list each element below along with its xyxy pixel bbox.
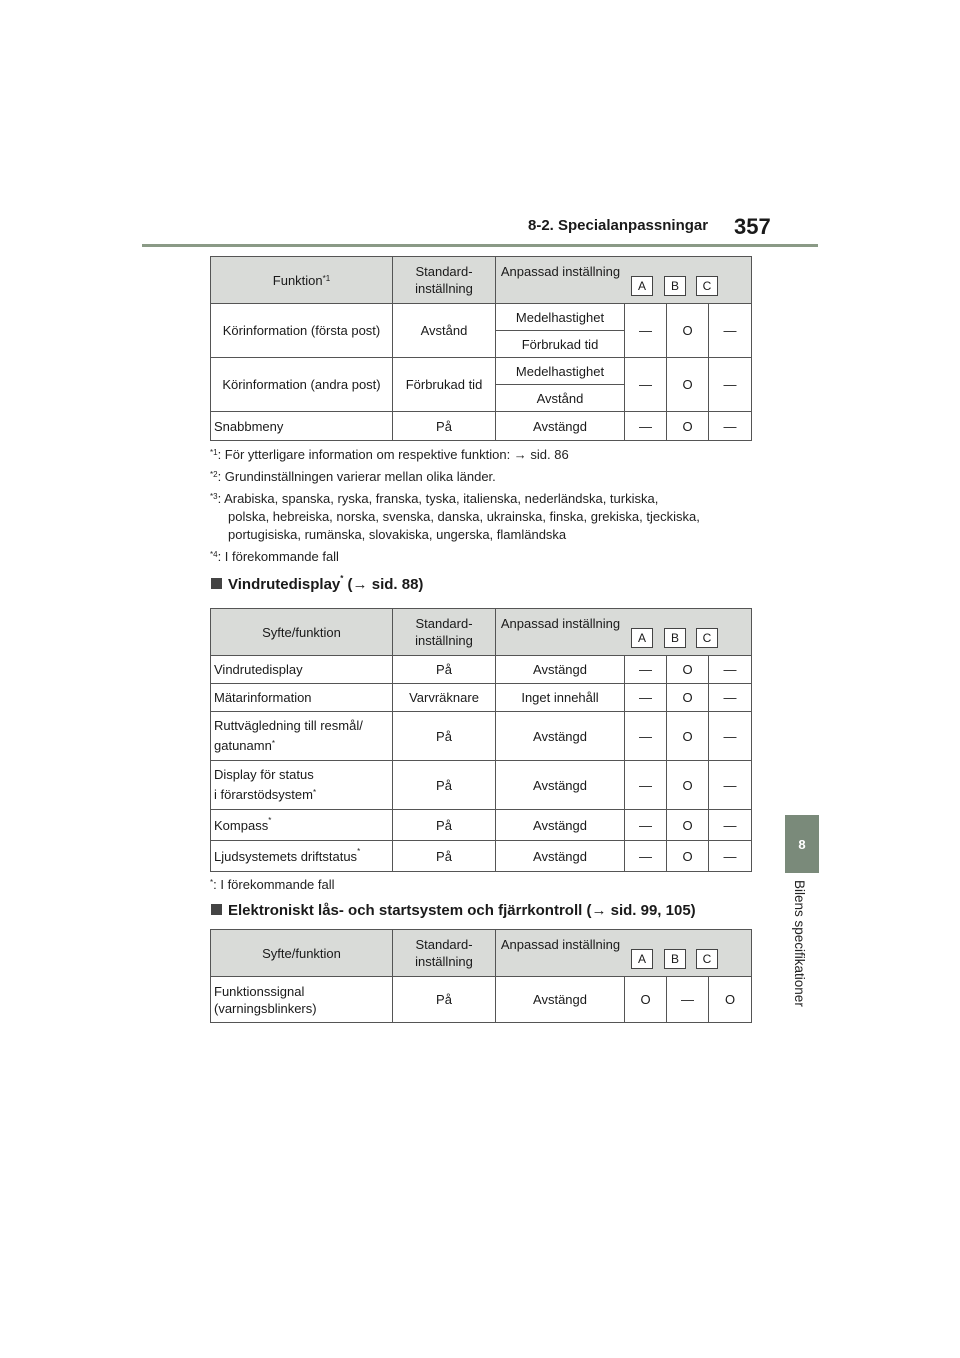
cell-c: —: [709, 712, 752, 761]
table-row: [211, 761, 752, 810]
cell-b: O: [667, 656, 709, 684]
cell-default: Förbrukad tid: [393, 358, 496, 412]
cell-custom: Medelhastighet: [496, 304, 625, 331]
header-box-b: B: [664, 628, 686, 648]
section-heading-smart-key: Elektroniskt lås- och startsystem och fjärrkontroll (→ sid. 99, 105): [211, 902, 696, 919]
table-row: [211, 841, 752, 872]
cell-c: —: [709, 412, 752, 441]
cell-a: —: [625, 412, 667, 441]
cell-default: På: [393, 810, 496, 841]
header-box-a: A: [631, 276, 653, 296]
cell-c: —: [709, 761, 752, 810]
reference-link[interactable]: → sid. 99, 105): [591, 902, 696, 919]
cell-function: Funktionssignal (varningsblinkers): [211, 977, 393, 1023]
cell-custom: Avstängd: [496, 712, 625, 761]
cell-custom: Avstängd: [496, 977, 625, 1023]
table-row: [211, 304, 752, 331]
cell-b: O: [667, 712, 709, 761]
cell-c: —: [709, 304, 752, 358]
cell-default: Varvräknare: [393, 684, 496, 712]
cell-a: —: [625, 712, 667, 761]
cell-function: Vindrutedisplay: [211, 656, 393, 684]
cell-a: —: [625, 358, 667, 412]
bullet-square-icon: [211, 578, 222, 589]
cell-c: —: [709, 810, 752, 841]
header-box-c: C: [696, 628, 718, 648]
chapter-label: [792, 880, 814, 1030]
cell-custom: Avstängd: [496, 412, 625, 441]
section-title: 8-2. Specialanpassningar: [528, 217, 709, 234]
cell-c: —: [709, 358, 752, 412]
cell-a: —: [625, 841, 667, 872]
cell-c: —: [709, 656, 752, 684]
reference-link[interactable]: (→ sid. 88): [343, 576, 424, 593]
cell-b: O: [667, 304, 709, 358]
cell-custom: Avstängd: [496, 841, 625, 872]
settings-table-driving-info: [210, 256, 752, 441]
chapter-title: Bilens specifikationer: [792, 880, 807, 1007]
cell-c: —: [709, 684, 752, 712]
section-heading-windshield-display: Vindrutedisplay* (→ sid. 88): [211, 576, 423, 593]
cell-custom: Inget innehåll: [496, 684, 625, 712]
footnote-4: $^{*4}$: I förekommande fall: [210, 549, 339, 564]
footnote-availability: *: I förekommande fall: [210, 877, 335, 892]
cell-default: Avstånd: [393, 304, 496, 358]
cell-function: Körinformation (andra post): [211, 358, 393, 412]
column-header-function: Syfte/funktion: [211, 930, 393, 977]
cell-default: På: [393, 977, 496, 1023]
table-row: [211, 358, 752, 385]
header-box-b: B: [664, 276, 686, 296]
column-header-default: Standard- inställning: [393, 257, 496, 304]
column-header-default: Standard- inställning: [393, 609, 496, 656]
header-divider: [142, 244, 818, 247]
column-header-custom: Anpassad inställning A B C: [496, 930, 752, 977]
header-box-a: A: [631, 949, 653, 969]
header-box-c: C: [696, 276, 718, 296]
cell-default: På: [393, 412, 496, 441]
cell-b: O: [667, 810, 709, 841]
cell-default: På: [393, 761, 496, 810]
cell-c: —: [709, 841, 752, 872]
cell-b: O: [667, 412, 709, 441]
cell-custom: Avstängd: [496, 761, 625, 810]
column-header-default: Standard- inställning: [393, 930, 496, 977]
cell-custom: Förbrukad tid: [496, 331, 625, 358]
table-row: [211, 712, 752, 761]
cell-a: —: [625, 810, 667, 841]
bullet-square-icon: [211, 904, 222, 915]
cell-function: Snabbmeny: [211, 412, 393, 441]
column-header-function: Syfte/funktion: [211, 609, 393, 656]
chapter-number: 8: [798, 836, 806, 852]
column-header-custom: Anpassad inställning A B C: [496, 257, 752, 304]
cell-a: —: [625, 304, 667, 358]
cell-function: Ruttvägledning till resmål/ gatunamn*: [211, 712, 393, 761]
cell-default: På: [393, 656, 496, 684]
table-row: [211, 656, 752, 684]
footnote-3: $^{*3}$: Arabiska, spanska, ryska, franska, tyska, italienska, nederländska, turkiska, polska, hebreiska, norska, svenska, danska, ukrainska, finska, grekiska, tjeckiska, portugisiska, rumänska, slovakiska, ungerska, flamländska: [210, 491, 700, 542]
cell-function: Ljudsystemets driftstatus*: [211, 841, 393, 872]
settings-table-smart-key: [210, 929, 752, 1023]
cell-function: Körinformation (första post): [211, 304, 393, 358]
cell-custom: Medelhastighet: [496, 358, 625, 385]
cell-b: O: [667, 684, 709, 712]
header-box-a: A: [631, 628, 653, 648]
cell-a: —: [625, 684, 667, 712]
table-row: [211, 977, 752, 1023]
header-box-b: B: [664, 949, 686, 969]
cell-custom: Avstängd: [496, 656, 625, 684]
footnote-1: $^{*1}$: För ytterligare information om respektive funktion: → sid. 86: [210, 447, 569, 462]
chapter-tab[interactable]: [785, 815, 819, 873]
table-row: [211, 684, 752, 712]
cell-function: Kompass*: [211, 810, 393, 841]
cell-function: Display för status i förarstödsystem*: [211, 761, 393, 810]
cell-custom: Avstängd: [496, 810, 625, 841]
cell-custom: Avstånd: [496, 385, 625, 412]
cell-b: O: [667, 358, 709, 412]
cell-b: O: [667, 761, 709, 810]
cell-a: —: [625, 761, 667, 810]
table-row: [211, 412, 752, 441]
settings-table-windshield-display: [210, 608, 752, 872]
cell-b: O: [667, 841, 709, 872]
cell-function: Mätarinformation: [211, 684, 393, 712]
cell-default: På: [393, 841, 496, 872]
table-row: [211, 810, 752, 841]
footnote-2: $^{*2}$: Grundinställningen varierar mellan olika länder.: [210, 469, 496, 484]
cell-c: O: [709, 977, 752, 1023]
column-header-custom: Anpassad inställning A B C: [496, 609, 752, 656]
cell-a: O: [625, 977, 667, 1023]
cell-default: På: [393, 712, 496, 761]
column-header-function: Funktion$^{*1}$: [211, 257, 393, 304]
page-number: 357: [734, 214, 771, 239]
cell-b: —: [667, 977, 709, 1023]
reference-link[interactable]: → sid. 86: [513, 447, 569, 462]
header-box-c: C: [696, 949, 718, 969]
cell-a: —: [625, 656, 667, 684]
